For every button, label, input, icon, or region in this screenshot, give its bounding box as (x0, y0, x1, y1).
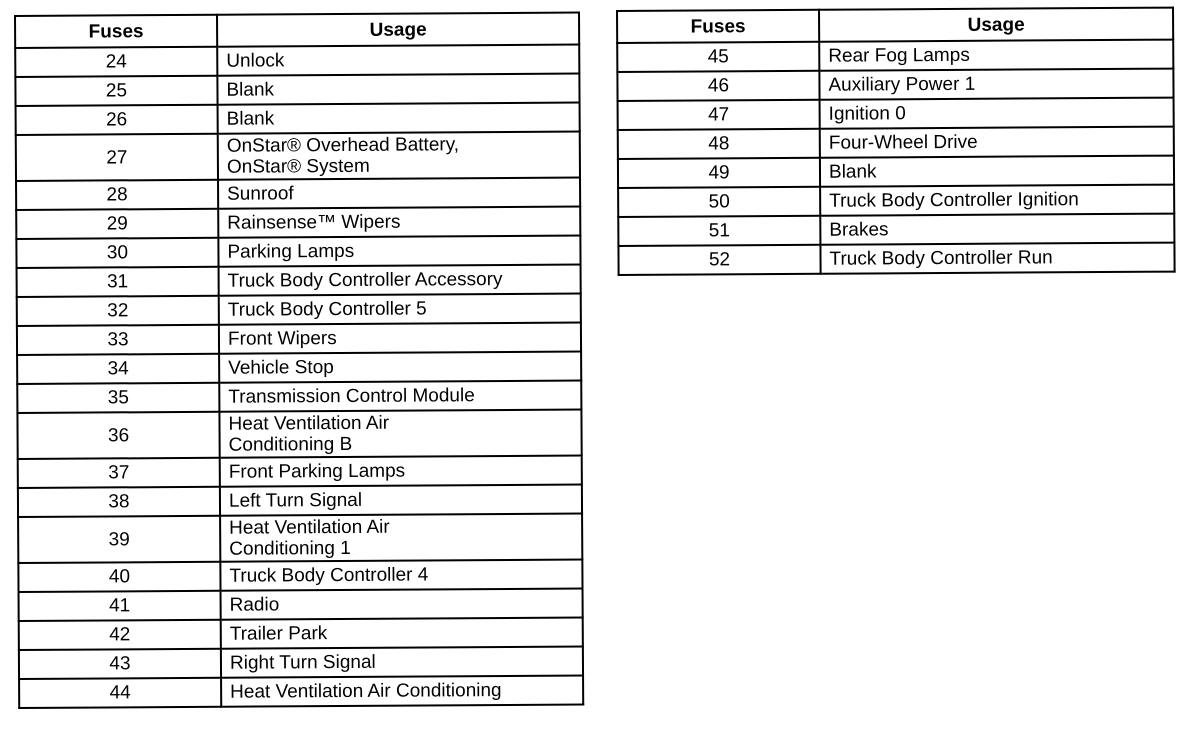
table-row (15, 45, 579, 77)
fuse-number: 29 (16, 209, 218, 239)
fuse-usage: Heat Ventilation Air Conditioning (221, 676, 583, 707)
table-row (16, 178, 580, 210)
fuse-usage: Radio (221, 589, 583, 620)
table-row (17, 323, 581, 355)
fuse-number: 31 (17, 267, 219, 297)
fuse-number: 44 (19, 678, 221, 708)
table-row (18, 485, 582, 517)
fuse-number: 35 (17, 383, 219, 413)
fuse-number: 28 (16, 180, 218, 210)
fuse-usage: Auxiliary Power 1 (819, 69, 1173, 100)
table-row (18, 514, 582, 563)
fuse-number: 36 (17, 412, 219, 459)
table-row (618, 98, 1174, 130)
table-row (19, 647, 583, 679)
table-header-row (617, 8, 1173, 43)
table-row (16, 207, 580, 239)
fuse-usage: Sunroof (218, 178, 580, 209)
table-row (17, 410, 581, 459)
fuse-number: 48 (618, 129, 820, 159)
table-row (16, 236, 580, 268)
fuse-usage: Right Turn Signal (221, 647, 583, 678)
fuse-number: 51 (618, 216, 820, 246)
fuse-number: 41 (19, 591, 221, 621)
fuse-usage: Brakes (820, 214, 1174, 245)
fuse-usage: Truck Body Controller 4 (220, 560, 582, 591)
table-row (618, 185, 1174, 217)
table-row (16, 103, 580, 135)
fuse-number: 32 (17, 296, 219, 326)
fuse-usage: Front Parking Lamps (220, 456, 582, 487)
column-header-fuses: Fuses (617, 10, 819, 43)
fuse-usage: Trailer Park (221, 618, 583, 649)
fuse-usage: Truck Body Controller 5 (219, 294, 581, 325)
fuse-number: 24 (15, 47, 217, 77)
fuse-number: 52 (618, 245, 820, 275)
fuse-number: 50 (618, 187, 820, 217)
fuse-usage: Front Wipers (219, 323, 581, 354)
fuse-usage: OnStar® Overhead Battery, OnStar® System (218, 132, 580, 180)
fuse-number: 39 (18, 516, 220, 563)
fuse-usage: Blank (217, 74, 579, 105)
column-header-usage: Usage (217, 13, 579, 47)
table-header-row (15, 13, 579, 48)
fuse-usage: Blank (218, 103, 580, 134)
fuse-usage: Heat Ventilation Air Conditioning B (219, 410, 581, 458)
table-row (617, 69, 1173, 101)
table-row (15, 74, 579, 106)
fuse-usage: Vehicle Stop (219, 352, 581, 383)
fuse-number: 27 (16, 134, 218, 181)
table-row (19, 618, 583, 650)
table-row (18, 456, 582, 488)
fuse-number: 33 (17, 325, 219, 355)
fuse-table-right (616, 7, 1176, 276)
fuse-number: 26 (16, 105, 218, 135)
fuse-usage: Heat Ventilation Air Conditioning 1 (220, 514, 582, 562)
fuse-number: 30 (16, 238, 218, 268)
fuse-usage: Rainsense™ Wipers (218, 207, 580, 238)
fuse-usage: Truck Body Controller Ignition (820, 185, 1174, 216)
table-row (618, 243, 1174, 275)
fuse-usage: Rear Fog Lamps (819, 40, 1173, 71)
table-row (17, 294, 581, 326)
fuse-usage: Ignition 0 (820, 98, 1174, 129)
fuse-number: 34 (17, 354, 219, 384)
table-row (618, 127, 1174, 159)
table-row (618, 214, 1174, 246)
table-row (17, 265, 581, 297)
fuse-number: 38 (18, 487, 220, 517)
fuse-number: 46 (617, 71, 819, 101)
table-row (19, 589, 583, 621)
fuse-number: 45 (617, 42, 819, 72)
table-row (19, 676, 583, 708)
fuse-number: 37 (18, 458, 220, 488)
column-header-fuses: Fuses (15, 15, 217, 48)
fuse-usage: Blank (820, 156, 1174, 187)
fuse-usage: Unlock (217, 45, 579, 76)
fuse-number: 47 (618, 100, 820, 130)
table-row (618, 156, 1174, 188)
table-row (617, 40, 1173, 72)
fuse-usage: Truck Body Controller Accessory (219, 265, 581, 296)
table-row (17, 381, 581, 413)
fuse-usage: Truck Body Controller Run (820, 243, 1174, 274)
fuse-usage: Transmission Control Module (219, 381, 581, 412)
fuse-number: 42 (19, 620, 221, 650)
table-row (18, 560, 582, 592)
fuse-usage: Parking Lamps (218, 236, 580, 267)
fuse-number: 25 (15, 76, 217, 106)
fuse-number: 49 (618, 158, 820, 188)
table-row (17, 352, 581, 384)
fuse-table-left (14, 12, 584, 709)
column-header-usage: Usage (819, 8, 1173, 42)
table-row (16, 132, 580, 181)
fuse-number: 40 (18, 562, 220, 592)
fuse-usage: Four-Wheel Drive (820, 127, 1174, 158)
fuse-number: 43 (19, 649, 221, 679)
fuse-usage: Left Turn Signal (220, 485, 582, 516)
